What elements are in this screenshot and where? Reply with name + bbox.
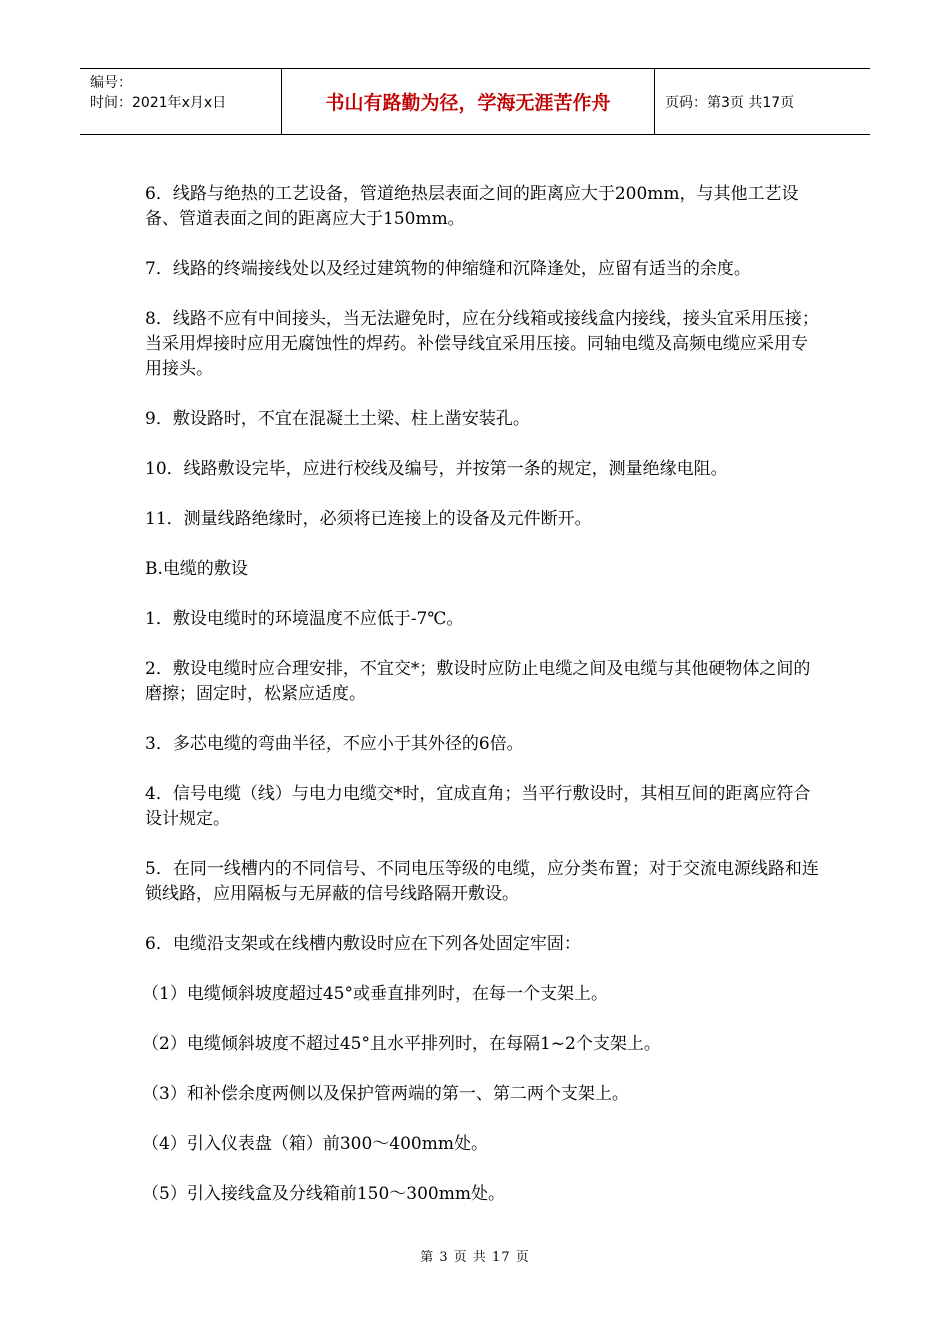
paragraph: 3．多芯电缆的弯曲半径，不应小于其外径的6倍。 (145, 734, 524, 754)
paragraph: 11．测量线路绝缘时，必须将已连接上的设备及元件断开。 (145, 509, 592, 529)
list-item: （5）引入接线盒及分线箱前150～300mm处。 (142, 1184, 505, 1204)
paragraph: 4．信号电缆（线）与电力电缆交*时，宜成直角；当平行敷设时，其相互间的距离应符合设计规定。 (145, 784, 811, 829)
header-page-info: 页码：第3页 共17页 (665, 94, 795, 111)
document-number-label: 编号： (90, 75, 132, 91)
document-body (142, 182, 820, 1207)
paragraph: 6．电缆沿支架或在线槽内敷设时应在下列各处固定牢固： (145, 934, 581, 954)
list-item: （1）电缆倾斜坡度超过45°或垂直排列时，在每一个支架上。 (142, 984, 608, 1004)
section-heading: B.电缆的敷设 (145, 559, 248, 579)
paragraph: 8．线路不应有中间接头，当无法避免时，应在分线箱或接线盒内接线，接头宜采用压接；当采用焊接时应用无腐蚀性的焊药。补偿导线宜采用压接。同轴电缆及高频电缆应采用专用接头。 (145, 309, 819, 379)
paragraph: 10．线路敷设完毕，应进行校线及编号，并按第一条的规定，测量绝缘电阻。 (145, 459, 728, 479)
paragraph: 6．线路与绝热的工艺设备，管道绝热层表面之间的距离应大于200mm，与其他工艺设备、管道表面之间的距离应大于150mm。 (145, 184, 799, 229)
paragraph: 7．线路的终端接线处以及经过建筑物的伸缩缝和沉降逢处，应留有适当的余度。 (145, 259, 751, 279)
header-motto: 书山有路勤为径，学海无涯苦作舟 (282, 69, 655, 134)
header-meta (80, 69, 282, 134)
list-item: （4）引入仪表盘（箱）前300～400mm处。 (142, 1134, 488, 1154)
document-time-label: 时间：2021年x月x日 (90, 95, 227, 111)
paragraph: 1．敷设电缆时的环境温度不应低于-7℃。 (145, 609, 464, 629)
list-item: （2）电缆倾斜坡度不超过45°且水平排列时，在每隔1~2个支架上。 (142, 1034, 661, 1054)
list-item: （3）和补偿余度两侧以及保护管两端的第一、第二两个支架上。 (142, 1084, 629, 1104)
paragraph: 5．在同一线槽内的不同信号、不同电压等级的电缆，应分类布置；对于交流电源线路和连锁线路，应用隔板与无屏蔽的信号线路隔开敷设。 (145, 859, 819, 904)
paragraph: 2．敷设电缆时应合理安排，不宜交*；敷设时应防止电缆之间及电缆与其他硬物体之间的磨擦；固定时，松紧应适度。 (145, 659, 811, 704)
paragraph: 9．敷设路时，不宜在混凝土土梁、柱上凿安装孔。 (145, 409, 530, 429)
page-footer: 第 3 页 共 17 页 (420, 1250, 530, 1265)
page-header (80, 68, 870, 135)
